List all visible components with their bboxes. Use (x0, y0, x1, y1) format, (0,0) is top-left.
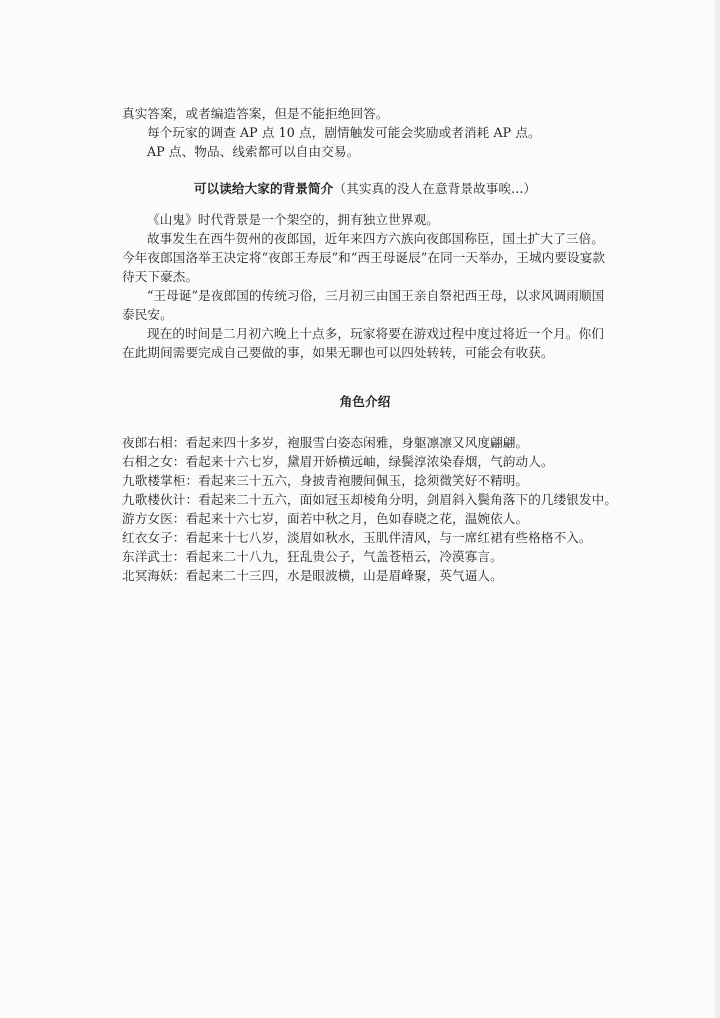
background-paragraph-4: 现在的时间是二月初六晚上十点多，玩家将要在游戏过程中度过将近一个月。你们在此期间需要完成自己要做的事，如果无聊也可以四处转转，可能会有收获。 (122, 326, 604, 360)
intro-line-3: AP 点、物品、线索都可以自由交易。 (147, 144, 360, 159)
background-title: 可以读给大家的背景简介 (193, 181, 334, 196)
character-item: 北冥海妖：看起来二十三四，水是眼波横，山是眉峰聚，英气逼人。 (122, 568, 503, 583)
background-paragraph-3: “王母诞”是夜郎国的传统习俗，三月初三由国王亲自祭祀西王母，以求风调雨顺国泰民安。 (122, 288, 605, 322)
page-edge-shadow (714, 0, 720, 1018)
spacer (122, 411, 608, 433)
character-list (122, 433, 618, 585)
background-heading (122, 179, 608, 198)
character-item: 九歌楼伙计：看起来二十五六，面如冠玉却棱角分明，剑眉斜入鬓角落下的几缕银发中。 (122, 492, 618, 507)
character-item: 右相之女：看起来十六七岁，黛眉开娇横远岫，绿鬓淳浓染春烟，气韵动人。 (122, 454, 554, 469)
character-item: 东洋武士：看起来二十八九，狂乱贵公子，气盖苍梧云，冷漠寡言。 (122, 549, 503, 564)
spacer (122, 362, 608, 392)
spacer (122, 198, 608, 210)
intro-line-2: 每个玩家的调查 AP 点 10 点，剧情触发可能会奖励或者消耗 AP 点。 (147, 125, 541, 140)
character-item: 红衣女子：看起来十七八岁，淡眉如秋水，玉肌伴清风，与一席红裙有些格格不入。 (122, 530, 592, 545)
background-title-note: （其实真的没人在意背景故事唉...） (333, 181, 537, 196)
character-item: 九歌楼掌柜：看起来三十五六，身披青袍腰间佩玉，捻须微笑好不精明。 (122, 473, 529, 488)
characters-title: 角色介绍 (339, 394, 391, 409)
intro-line-1: 真实答案，或者编造答案，但是不能拒绝回答。 (122, 106, 389, 121)
background-paragraph-1: 《山鬼》时代背景是一个架空的，拥有独立世界观。 (147, 212, 439, 227)
spacer (122, 161, 608, 179)
character-item: 夜郎右相：看起来四十多岁，袍服雪白姿态闲雅，身躯凛凛又风度翩翩。 (122, 435, 529, 450)
character-item: 游方女医：看起来十六七岁，面若中秋之月，色如春晓之花，温婉依人。 (122, 511, 529, 526)
document-content (122, 104, 618, 585)
background-paragraph-2: 故事发生在西牛贺州的夜郎国，近年来四方六族向夜郎国称臣，国土扩大了三倍。今年夜郎国洛举王决定将“夜郎王寿辰”和“西王母诞辰”在同一天举办，王城内要设宴款待天下豪杰。 (122, 231, 606, 284)
